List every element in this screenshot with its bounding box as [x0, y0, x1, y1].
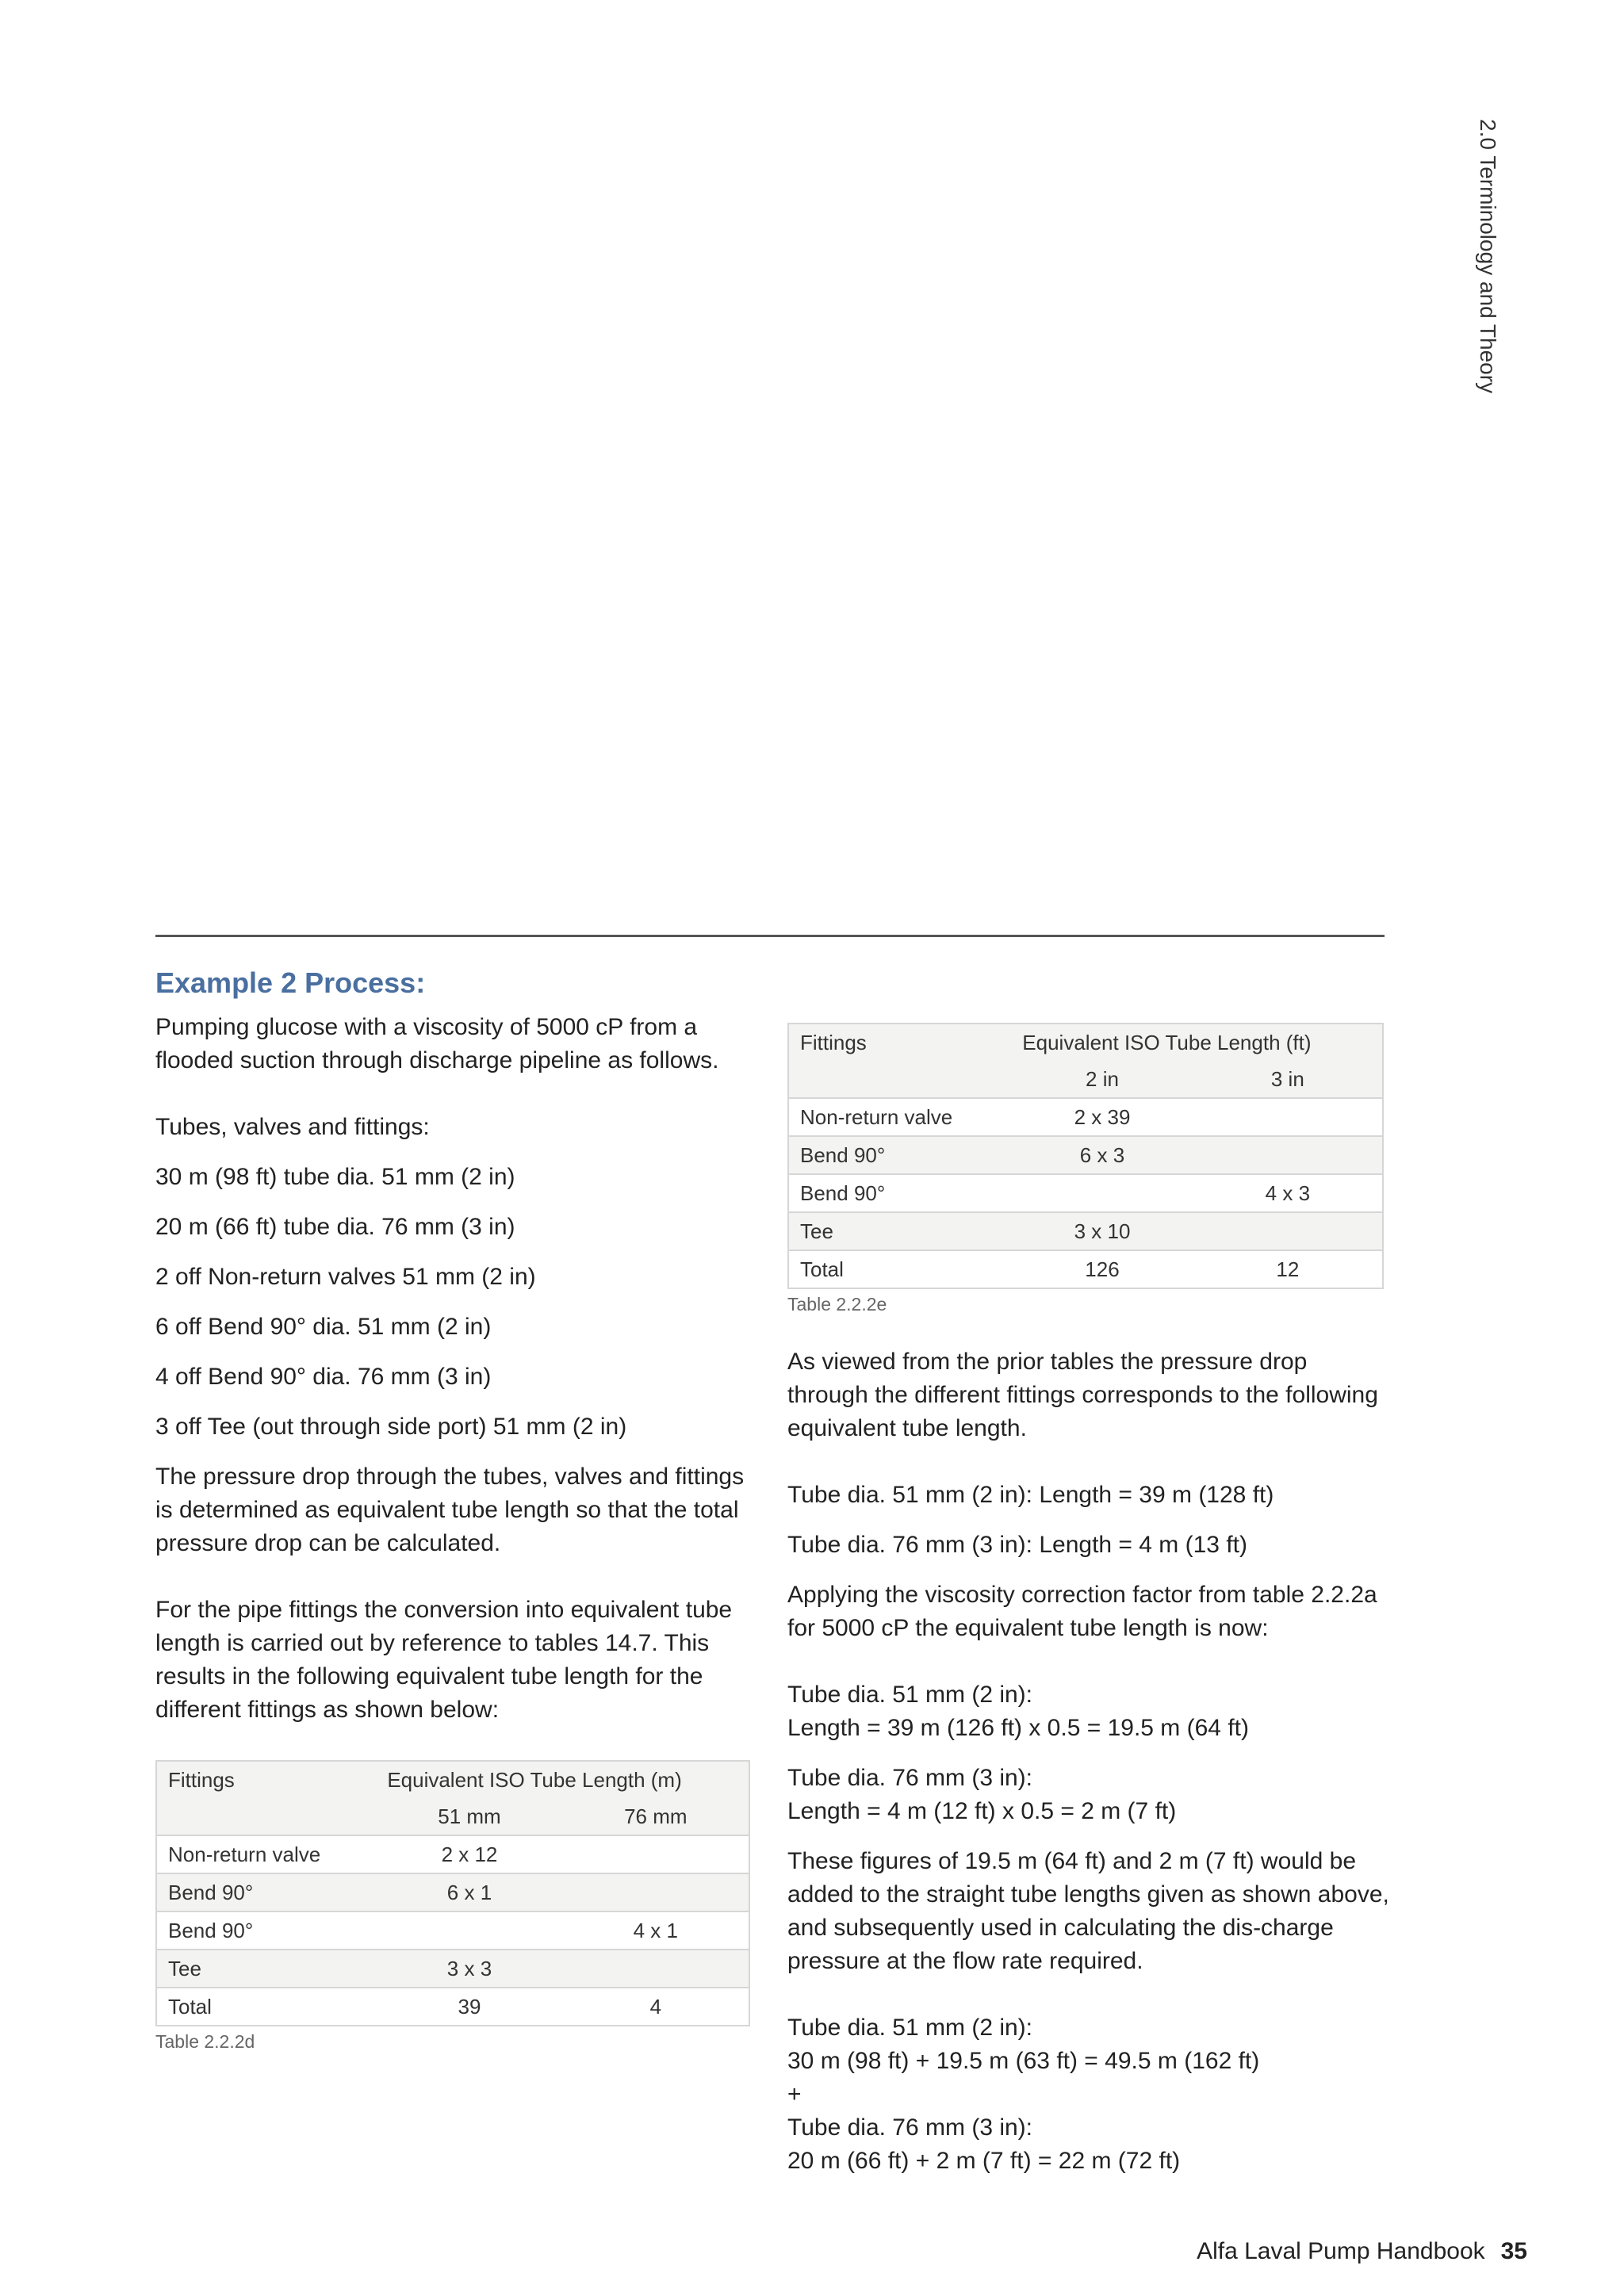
table-caption: Table 2.2.2d [155, 2031, 255, 2052]
column-header-fittings: Fittings [788, 1024, 1011, 1061]
equivalent-length-paragraph: As viewed from the prior tables the pressure drop through the different fittings corresponds to the following equivalent tube length. [787, 1349, 1378, 1441]
column-header-group: Equivalent ISO Tube Length (ft) [1011, 1024, 1383, 1061]
column-header-fittings: Fittings [156, 1761, 376, 1798]
fittings-list [155, 1111, 750, 1444]
table-header-row [156, 1761, 749, 1798]
table-row: Non-return valve 2 x 39 [788, 1098, 1383, 1136]
list-item: 6 off Bend 90° dia. 51 mm (2 in) [155, 1314, 492, 1340]
page-number: 35 [1500, 2238, 1527, 2264]
table-row-total: Total 126 12 [788, 1250, 1383, 1288]
length-51mm: Tube dia. 51 mm (2 in): Length = 39 m (128 ft) [787, 1482, 1274, 1508]
table-row: Bend 90° 6 x 3 [788, 1136, 1383, 1174]
summary-paragraph: These figures of 19.5 m (64 ft) and 2 m (7 ft) would be added to the straight tube lengths given as shown above, and subsequently used in calculating the dis-charge pressure at the flow rate required. [787, 1848, 1389, 1974]
table-caption: Table 2.2.2e [787, 1294, 887, 1314]
table-row-total: Total 39 4 [156, 1988, 749, 2026]
book-title: Alfa Laval Pump Handbook [1197, 2238, 1485, 2264]
table-row: Bend 90° 6 x 1 [156, 1873, 749, 1911]
list-item: 30 m (98 ft) tube dia. 51 mm (2 in) [155, 1164, 515, 1190]
column-header-3in: 3 in [1193, 1061, 1383, 1098]
list-item: 20 m (66 ft) tube dia. 76 mm (3 in) [155, 1214, 515, 1240]
list-item: 2 off Non-return valves 51 mm (2 in) [155, 1264, 536, 1290]
column-header-51mm: 51 mm [376, 1798, 562, 1835]
example-heading: Example 2 Process: [155, 966, 426, 999]
right-column [787, 1023, 1390, 2178]
table-row: Non-return valve 2 x 12 [156, 1835, 749, 1873]
left-column [155, 963, 750, 2053]
table-row: Bend 90° 4 x 1 [156, 1911, 749, 1950]
length-76mm: Tube dia. 76 mm (3 in): Length = 4 m (13 ft) [787, 1532, 1247, 1558]
intro-paragraph: Pumping glucose with a viscosity of 5000 cP from a flooded suction through discharge pipeline as follows. [155, 1014, 719, 1073]
column-header-2in: 2 in [1011, 1061, 1193, 1098]
totals-block: Tube dia. 51 mm (2 in): 30 m (98 ft) + 19.5 m (63 ft) = 49.5 m (162 ft) + Tube dia. 76 mm (3 in): 20 m (66 ft) + 2 m (7 ft) = 22 m (72 ft) [787, 2015, 1260, 2174]
list-item: 4 off Bend 90° dia. 76 mm (3 in) [155, 1364, 492, 1390]
section-divider [155, 935, 1385, 937]
table-row: Bend 90° 4 x 3 [788, 1174, 1383, 1212]
pressure-drop-paragraph: The pressure drop through the tubes, valves and fittings is determined as equivalent tube length so that the total pressure drop can be calculated. [155, 1464, 745, 1556]
calc-76mm: Tube dia. 76 mm (3 in): Length = 4 m (12 ft) x 0.5 = 2 m (7 ft) [787, 1765, 1177, 1824]
column-header-group: Equivalent ISO Tube Length (m) [376, 1761, 749, 1798]
table-2-2-2e [787, 1023, 1384, 1289]
section-title: 2.0 Terminology and Theory [1476, 119, 1500, 394]
table-row: Tee 3 x 3 [156, 1950, 749, 1988]
table-subheader-row [788, 1061, 1383, 1098]
viscosity-correction-paragraph: Applying the viscosity correction factor from table 2.2.2a for 5000 cP the equivalent tube length is now: [787, 1582, 1377, 1641]
table-2-2-2d [155, 1760, 750, 2026]
table-header-row [788, 1024, 1383, 1061]
calc-51mm: Tube dia. 51 mm (2 in): Length = 39 m (126 ft) x 0.5 = 19.5 m (64 ft) [787, 1682, 1249, 1741]
column-header-76mm: 76 mm [563, 1798, 749, 1835]
list-title: Tubes, valves and fittings: [155, 1114, 430, 1140]
table-row: Tee 3 x 10 [788, 1212, 1383, 1250]
conversion-paragraph: For the pipe fittings the conversion into equivalent tube length is carried out by reference to tables 14.7. This results in the following equivalent tube length for the different fittings as shown below: [155, 1597, 733, 1723]
page-footer [1197, 2238, 1527, 2265]
list-item: 3 off Tee (out through side port) 51 mm (2 in) [155, 1414, 627, 1440]
table-subheader-row [156, 1798, 749, 1835]
